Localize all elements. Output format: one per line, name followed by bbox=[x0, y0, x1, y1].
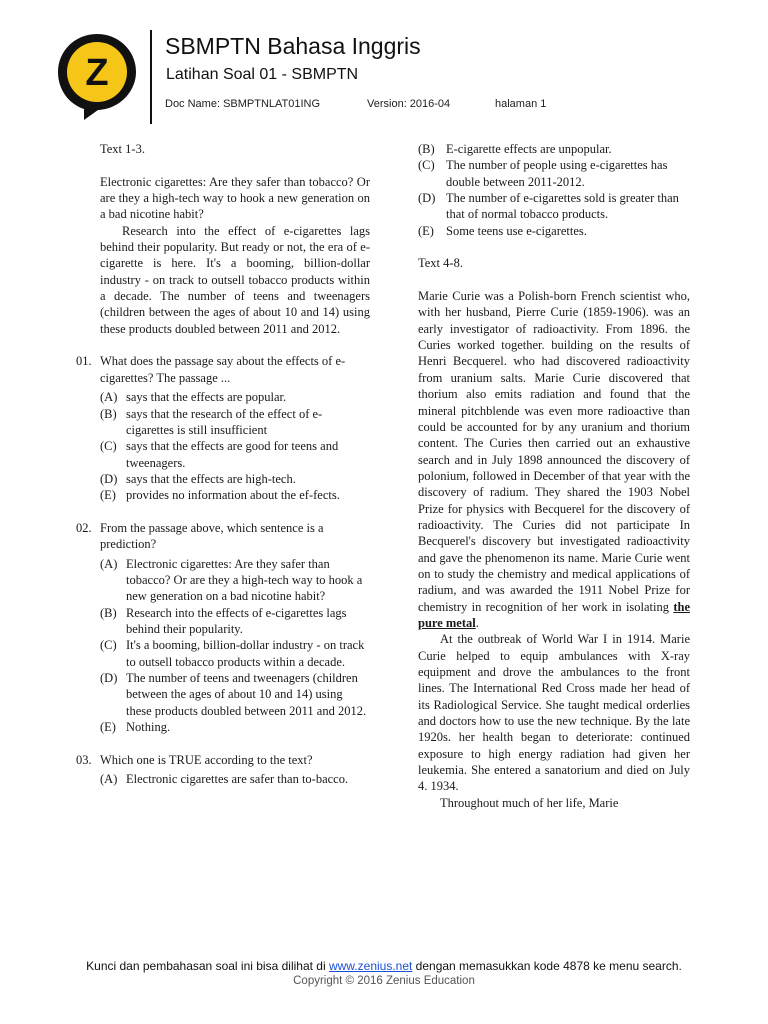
question-text: Which one is TRUE according to the text? bbox=[100, 752, 313, 767]
answer-option[interactable]: (E) Nothing. bbox=[100, 720, 171, 735]
answer-option[interactable]: (C) It's a booming, billion-dollar industry - on track to outsell tobacco products within a decade. bbox=[100, 638, 365, 669]
question-text: From the passage above, which sentence is a prediction? bbox=[100, 520, 324, 552]
answer-option[interactable]: (A) Electronic cigarettes are safer than to-bacco. bbox=[100, 772, 349, 787]
answer-option[interactable]: (B) Research into the effects of e-cigarettes lags behind their popularity. bbox=[100, 605, 347, 636]
answer-option[interactable]: (B) E-cigarette effects are unpopular. bbox=[418, 142, 612, 156]
question-text: What does the passage say about the effects of e-cigarettes? The passage ... bbox=[100, 354, 346, 385]
emphasized-phrase: the pure metal bbox=[418, 599, 690, 630]
zenius-logo bbox=[54, 30, 140, 122]
footer-note: Kunci dan pembahasan soal ini bisa dilihat di www.zenius.net dengan memasukkan kode 4878 ke menu search. bbox=[86, 959, 682, 973]
answer-option[interactable]: (A) says that the effects are popular. bbox=[100, 390, 287, 405]
page-title: SBMPTN Bahasa Inggris bbox=[165, 33, 421, 59]
passage-paragraph: Research into the effect of e-cigarettes lags behind their popularity. But ready or not, the era of e-cigarette is here. It's a booming, billion-dollar industry - on track to outsell tobacco products within a decade. The number of teens and tweenagers (children between the ages of about 10 and 14) using these products doubled between 2011 and 2012. bbox=[100, 223, 370, 336]
answer-option[interactable]: (E) provides no information about the ef-fects. bbox=[100, 488, 340, 503]
doc-version: Version: 2016-04 bbox=[367, 98, 451, 110]
passage-paragraph: Throughout much of her life, Marie bbox=[440, 795, 619, 810]
question-1 bbox=[76, 353, 370, 386]
right-column bbox=[418, 141, 690, 811]
page-number: halaman 1 bbox=[495, 98, 547, 110]
zenius-link[interactable]: www.zenius.net bbox=[328, 959, 413, 973]
question-number: 01. bbox=[76, 354, 92, 369]
answer-option[interactable]: (D) The number of teens and tweenagers (children between the ages of about 10 and 14) using these products doubled between 2011 and 2012. bbox=[100, 671, 367, 718]
answer-option[interactable]: (C) says that the effects are good for teens and tweenagers. bbox=[100, 439, 339, 470]
question-2 bbox=[76, 520, 370, 553]
passage-paragraph: Marie Curie was a Polish-born French scientist who, with her husband, Pierre Curie (1859-1906). was an early investigator of radioactivity. From 1896. the Curies worked together. building on the results of Henri Becquerel. who had discovered radioactivity from uranium salts. Marie Curie discovered that thorium also emits radiation and found that the mineral pitchblende was even more radioactive than could be accounted for by any uranium and thorium content. The Curies then carried out an exhaustive search and in July 1898 announced the discovery of polonium, followed in December of that year with the discovery of radium. They shared the 1903 Nobel Prize for physics with Becquerel for the discovery of radioactivity. The Curies did not participate In Becquerel's discovery but investigated radioactivity and gave the phenomenon its name. Marie Curie went on to study the chemistry and medical applications of radium, and was awarded the 1911 Nobel Prize for chemistry in recognition of her work in isolating the pure metal. bbox=[418, 289, 690, 630]
left-column bbox=[76, 141, 370, 787]
passage-paragraph: At the outbreak of World War I in 1914. Marie Curie helped to equip ambulances with X-ray equipment and drove the ambulances to the front lines. The International Red Cross made her head of its Radiological Service. She taught medical orderlies and doctors how to use the new technique. By the late 1920s. her health began to deteriorate: continued exposure to high energy radiation had given her leukemia. She entered a sanatorium and died on July 4. 1934. bbox=[418, 632, 690, 794]
header-divider bbox=[150, 30, 152, 124]
copyright: Copyright © 2016 Zenius Education bbox=[293, 975, 475, 987]
page-subtitle: Latihan Soal 01 - SBMPTN bbox=[166, 66, 359, 83]
text-label: Text 4-8. bbox=[418, 256, 463, 271]
answer-option[interactable]: (E) Some teens use e-cigarettes. bbox=[418, 223, 587, 238]
question-number: 02. bbox=[76, 520, 92, 535]
answer-option[interactable]: (D) says that the effects are high-tech. bbox=[100, 471, 296, 486]
doc-name: Doc Name: SBMPTNLAT01ING bbox=[165, 98, 321, 110]
answer-option[interactable]: (A) Electronic cigarettes: Are they safer than tobacco? Or are they a high-tech way to hook a new generation on a bad nicotine habit? bbox=[100, 556, 363, 604]
passage-paragraph: Electronic cigarettes: Are they safer than tobacco? Or are they a high-tech way to hook a new generation on a bad nicotine habit? bbox=[100, 174, 370, 222]
question-number: 03. bbox=[76, 752, 92, 767]
logo-letter: Z bbox=[85, 52, 109, 94]
answer-option[interactable]: (D) The number of e-cigarettes sold is greater than that of normal tobacco products. bbox=[418, 191, 679, 222]
answer-option[interactable]: (C) The number of people using e-cigarettes has double between 2011-2012. bbox=[418, 158, 668, 189]
question-3 bbox=[76, 752, 370, 768]
answer-option[interactable]: (B) says that the research of the effect of e-cigarettes is still insufficient bbox=[100, 406, 323, 437]
text-label: Text 1-3. bbox=[100, 142, 145, 156]
